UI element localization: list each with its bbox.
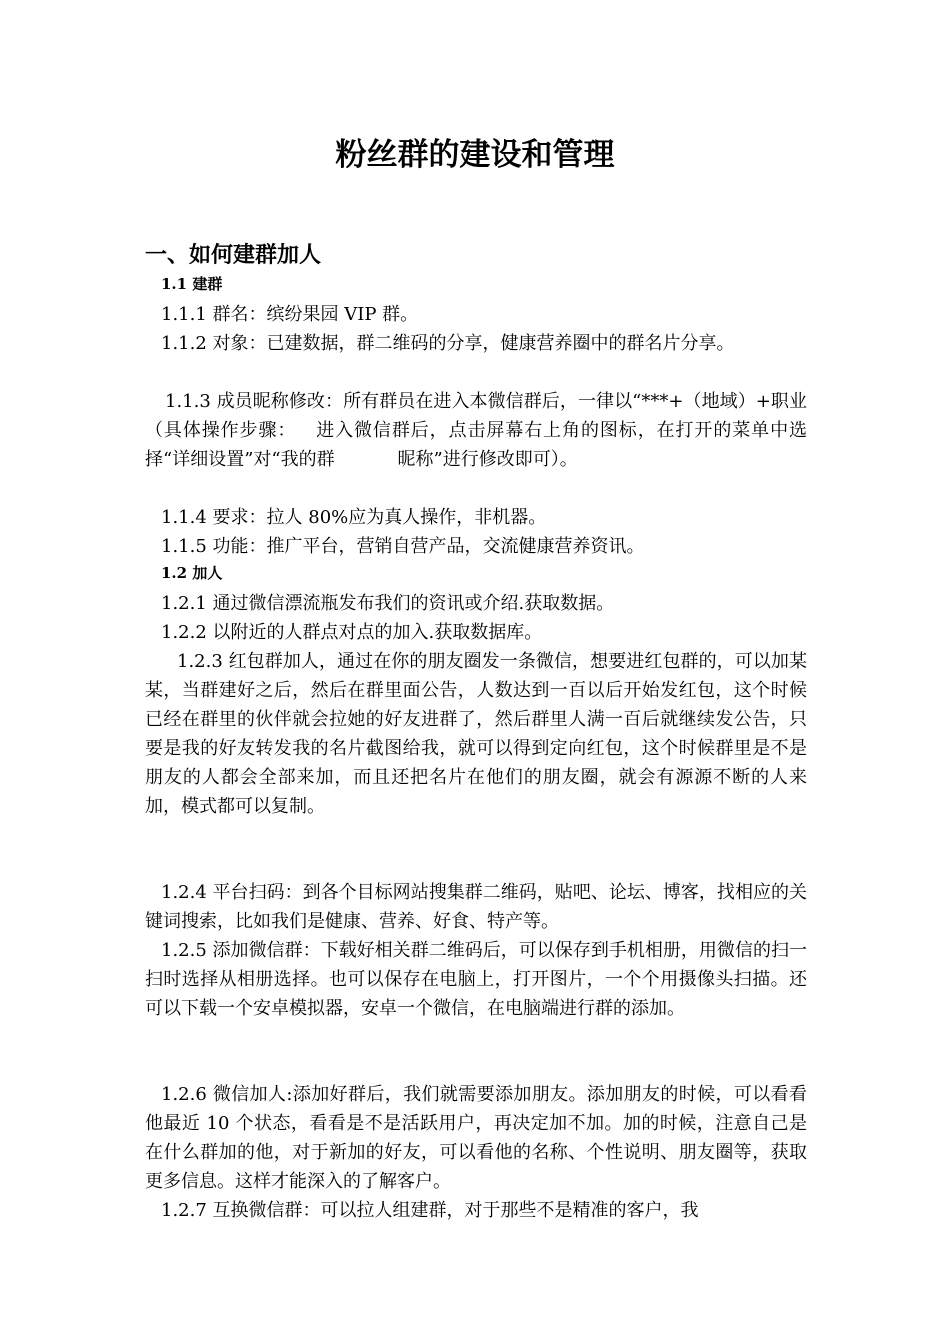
paragraph-1-2-2: 1.2.2 以附近的人群点对点的加入.获取数据库。 [161,622,543,643]
section-heading-1: 一、如何建群加人 [145,243,322,268]
subsection-heading-1-1: 1.1 建群 [161,275,223,293]
paragraph-1-1-1: 1.1.1 群名：缤纷果园 VIP 群。 [161,304,419,325]
paragraph-1-1-5: 1.1.5 功能：推广平台，营销自营产品，交流健康营养资讯。 [161,536,645,557]
paragraph-1-2-1: 1.2.1 通过微信漂流瓶发布我们的资讯或介绍.获取数据。 [161,593,615,614]
paragraph-1-2-3: 1.2.3 红包群加人，通过在你的朋友圈发一条微信，想要进红包群的，可以加某某，当群建好之后，然后在群里面公告，人数达到一百以后开始发红包，这个时候已经在群里的伙伴就会拉她的好友进群了，然后群里人满一百后就继续发公告，只要是我的好友转发我的名片截图给我，就可以得到定向红包，这个时候群里是不是朋友的人都会全部来加，而且还把名片在他们的朋友圈，就会有源源不断的人来加，模式都可以复制。 [145,651,807,817]
paragraph-1-1-3: 1.1.3 成员昵称修改：所有群员在进入本微信群后，一律以“***+（地域）+职业（具体操作步骤： 进入微信群后，点击屏幕右上角的图标，在打开的菜单中选择“详细设置”对“我的群 昵称”进行修改即可）。 [145,391,807,470]
paragraph-1-1-4: 1.1.4 要求：拉人 80%应为真人操作，非机器。 [161,507,547,528]
paragraph-1-2-6: 1.2.6 微信加人:添加好群后，我们就需要添加朋友。添加朋友的时候，可以看看他最近 10 个状态，看看是不是活跃用户，再决定加不加。加的时候，注意自己是在什么群加的他，对于新加的好友，可以看他的名称、个性说明、朋友圈等，获取更多信息。这样才能深入的了解客户。 [145,1084,807,1192]
paragraph-1-2-4: 1.2.4 平台扫码：到各个目标网站搜集群二维码，贴吧、论坛、博客，找相应的关键词搜索，比如我们是健康、营养、好食、特产等。 [145,882,807,932]
document-title: 粉丝群的建设和管理 [335,137,615,173]
paragraph-1-2-7: 1.2.7 互换微信群：可以拉人组建群，对于那些不是精准的客户，我 [161,1200,699,1221]
paragraph-1-1-2: 1.1.2 对象：已建数据，群二维码的分享，健康营养圈中的群名片分享。 [161,333,735,354]
paragraph-1-2-5: 1.2.5 添加微信群：下载好相关群二维码后，可以保存到手机相册，用微信的扫一扫时选择从相册选择。也可以保存在电脑上，打开图片，一个个用摄像头扫描。还可以下载一个安卓模拟器，安卓一个微信，在电脑端进行群的添加。 [145,940,807,1019]
subsection-heading-1-2: 1.2 加人 [161,564,223,582]
